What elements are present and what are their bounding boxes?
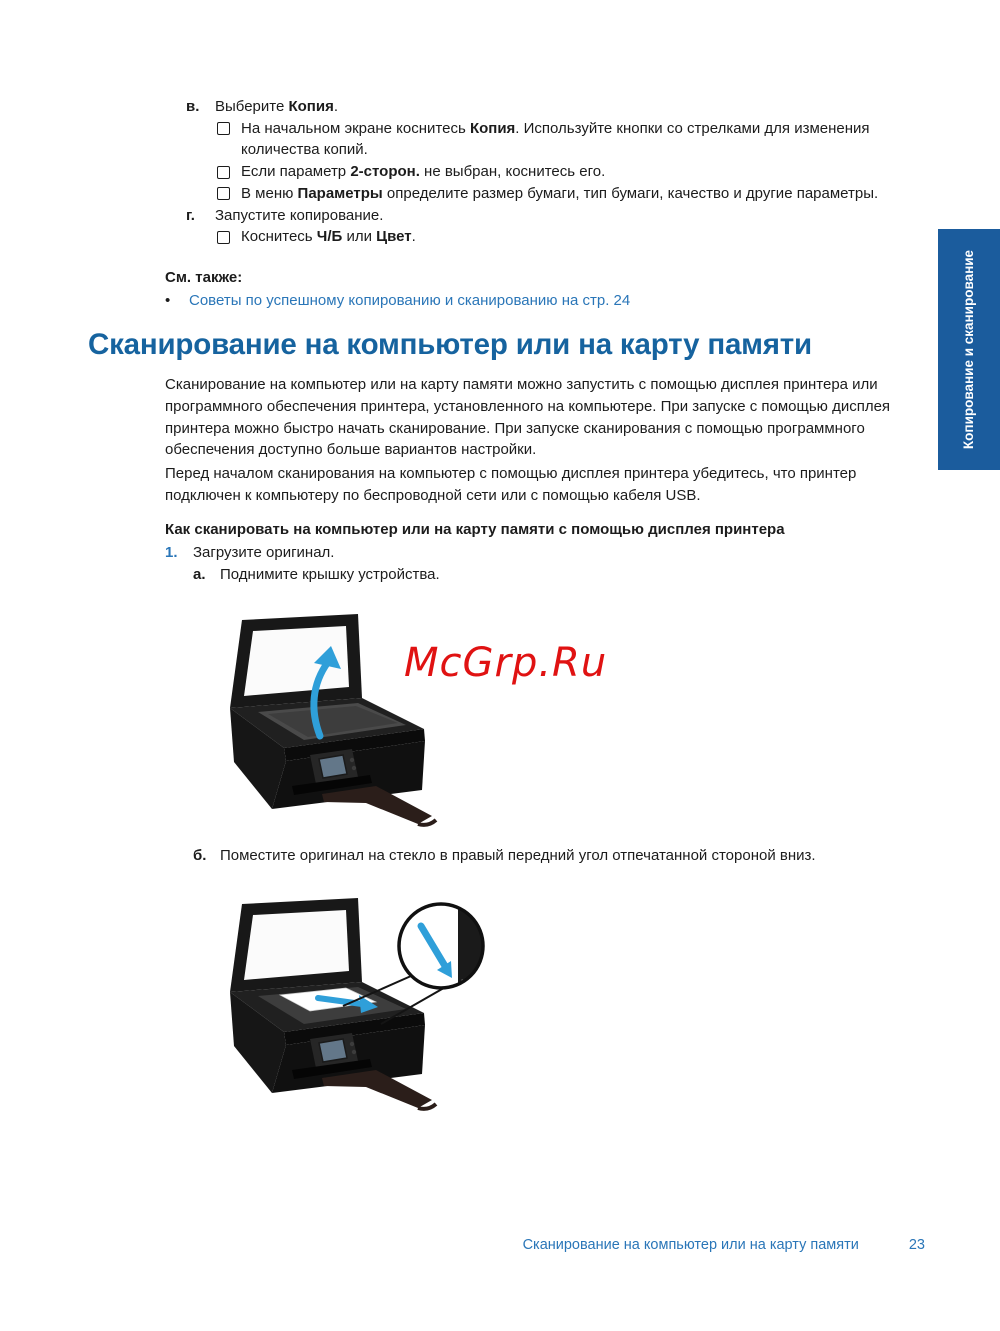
scan-step-b xyxy=(193,847,963,864)
checkbox-item-text: В меню Параметры определите размер бумаги, тип бумаги, качество и другие параметры. xyxy=(241,184,879,202)
step-marker: а. xyxy=(193,566,206,583)
checkbox-item-text: Если параметр 2-сторон. не выбран, коснитесь его. xyxy=(241,163,606,181)
footer-section-title: Сканирование на компьютер или на карту памяти xyxy=(522,1237,859,1253)
copy-step-v xyxy=(186,96,926,118)
scan-step-1-text: Загрузите оригинал. xyxy=(193,544,335,561)
scan-step-b-text: Поместите оригинал на стекло в правый передний угол отпечатанной стороной вниз. xyxy=(220,847,816,864)
chapter-tab xyxy=(938,229,1000,470)
checkbox-item-text: Коснитесь Ч/Б или Цвет. xyxy=(241,228,416,246)
step-marker: г. xyxy=(186,206,195,224)
copy-steps-list xyxy=(186,96,926,248)
control-panel-screen xyxy=(319,755,347,778)
copy-step-g-text: Запустите копирование. xyxy=(215,206,384,224)
bullet-icon: • xyxy=(165,292,171,309)
step-marker: б. xyxy=(193,847,207,864)
scan-step-1 xyxy=(165,544,905,561)
scan-step-a-text: Поднимите крышку устройства. xyxy=(220,566,440,583)
control-panel-screen xyxy=(319,1039,347,1062)
page-footer xyxy=(0,1237,925,1253)
see-also-link[interactable]: Советы по успешному копированию и сканированию на стр. 24 xyxy=(189,292,631,309)
see-also-title: См. также: xyxy=(165,269,243,286)
howto-heading: Как сканировать на компьютер или на карту памяти с помощью дисплея принтера xyxy=(165,521,785,538)
checkbox-icon xyxy=(217,166,230,179)
scan-step-a xyxy=(193,566,933,583)
intro-paragraph: Сканирование на компьютер или на карту памяти можно запустить с помощью дисплея принтера или программного обеспечения принтера, установленного на компьютере. При запуске с помощью дисплея принтера можно быстро начать сканирование. При запуске сканирования с помощью программного обеспечения доступно больше вариантов настройки. xyxy=(165,376,891,459)
checkbox-icon xyxy=(217,187,230,200)
checkbox-icon xyxy=(217,122,230,135)
checkbox-item xyxy=(217,226,926,248)
checkbox-icon xyxy=(217,231,230,244)
footer-page-number: 23 xyxy=(908,1237,925,1253)
checkbox-item xyxy=(217,118,926,161)
section-title: Сканирование на компьютер или на карту памяти xyxy=(88,328,812,361)
checkbox-item xyxy=(217,183,926,205)
watermark-text: McGrp.Ru xyxy=(404,640,608,686)
step-number: 1. xyxy=(165,544,178,561)
checkbox-item-text: На начальном экране коснитесь Копия. Используйте кнопки со стрелками для изменения количества копий. xyxy=(241,119,870,159)
output-tray xyxy=(322,1070,432,1108)
checkbox-item xyxy=(217,161,926,183)
copy-step-g xyxy=(186,205,926,227)
step-marker: в. xyxy=(186,98,200,115)
note-paragraph: Перед началом сканирования на компьютер с помощью дисплея принтера убедитесь, что принтер подключен к компьютеру по беспроводной сети или с помощью кабеля USB. xyxy=(165,465,857,504)
copy-step-v-text: Выберите Копия. xyxy=(215,98,339,115)
printer-place-original-illustration xyxy=(218,884,503,1119)
output-tray xyxy=(322,786,432,824)
chapter-tab-label: Копирование и сканирование xyxy=(961,249,977,450)
see-also-block xyxy=(165,266,630,312)
